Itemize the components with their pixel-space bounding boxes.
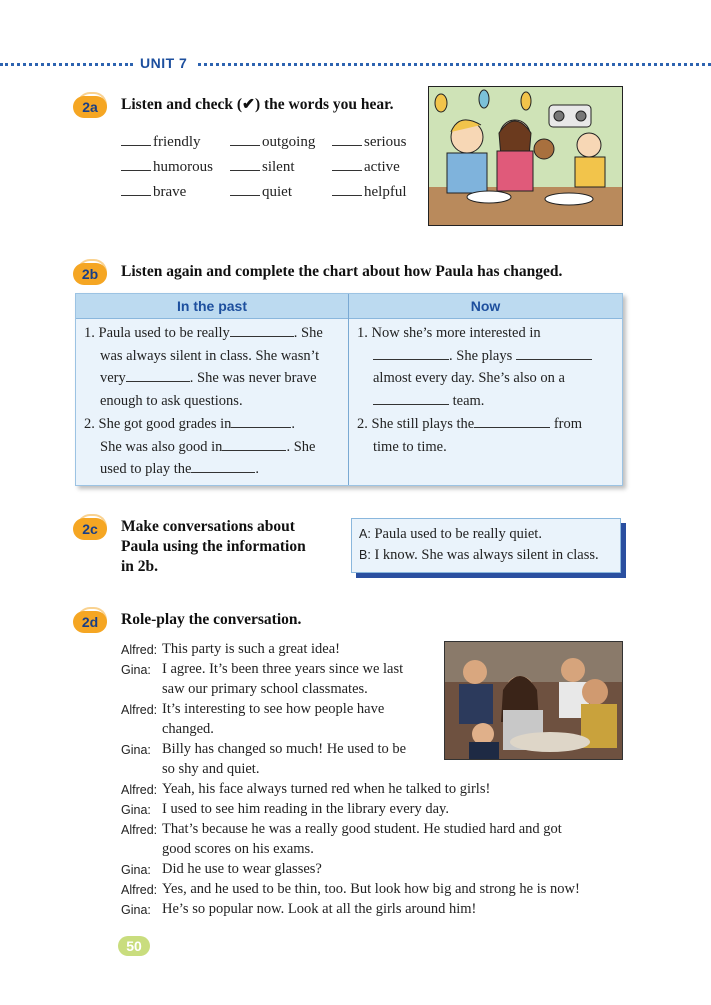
chart-text: She was also good in: [100, 438, 223, 455]
example-speaker-a: A:: [359, 527, 371, 541]
chart-line: [357, 367, 592, 390]
check-blank[interactable]: [121, 133, 151, 146]
word-label: silent: [262, 159, 295, 175]
word-option[interactable]: [230, 158, 295, 176]
word-label: humorous: [153, 159, 213, 175]
chart-text: very: [100, 370, 126, 387]
speaker-name: Alfred:: [121, 783, 158, 797]
header-dotted-rule-right: [198, 63, 711, 66]
chart-text: time to time.: [373, 438, 447, 455]
dialogue-line: saw our primary school classmates.: [162, 681, 368, 697]
word-label: active: [364, 159, 400, 175]
chart-line: [84, 367, 323, 390]
word-option[interactable]: [230, 133, 315, 151]
dialogue-line: Yes, and he used to be thin, too. But look how big and strong he is now!: [162, 881, 580, 897]
chart-line: [357, 436, 592, 459]
speaker-name: Gina:: [121, 663, 151, 677]
speaker-name: Gina:: [121, 903, 151, 917]
chart-cell-past: [84, 322, 323, 481]
page-number: 50: [118, 936, 150, 956]
speaker-name: Gina:: [121, 803, 151, 817]
badge-2a: 2a: [73, 96, 107, 118]
word-label: friendly: [153, 134, 201, 150]
check-blank[interactable]: [332, 133, 362, 146]
speaker-name: Gina:: [121, 863, 151, 877]
dialogue-line: This party is such a great idea!: [162, 641, 340, 657]
chart-text: 2. She still plays the: [357, 415, 475, 432]
word-option[interactable]: [332, 183, 407, 201]
party-photo: [444, 641, 623, 760]
badge-2d: 2d: [73, 611, 107, 633]
fill-in-blank[interactable]: [373, 391, 449, 405]
dialogue-line: good scores on his exams.: [162, 841, 314, 857]
chart-text: .: [255, 461, 260, 478]
word-label: serious: [364, 134, 407, 150]
party-illustration: [428, 86, 623, 226]
chart-text: 1. Now she’s more interested in: [357, 325, 541, 341]
instruction-2b: Listen again and complete the chart about how Paula has changed.: [121, 263, 563, 280]
word-option[interactable]: [121, 158, 213, 176]
chart-line: [357, 413, 592, 436]
chart-line: [84, 436, 323, 459]
chart-line: [357, 390, 592, 413]
fill-in-blank[interactable]: [191, 459, 255, 473]
word-label: outgoing: [262, 134, 316, 150]
speaker-name: Alfred:: [121, 883, 158, 897]
check-blank[interactable]: [230, 133, 260, 146]
dialogue-line: Yeah, his face always turned red when he talked to girls!: [162, 781, 491, 797]
instruction-2c-line-3: in 2b.: [121, 558, 159, 575]
chart-text: . She: [286, 438, 316, 455]
speaker-name: Alfred:: [121, 703, 158, 717]
dialogue-line: He’s so popular now. Look at all the girls around him!: [162, 901, 477, 917]
dialogue-line: I agree. It’s been three years since we last: [162, 661, 404, 677]
instruction-2c-line-2: Paula using the information: [121, 538, 306, 555]
chart-text: . She: [293, 325, 323, 341]
chart-line: [84, 413, 323, 436]
instruction-2d: Role-play the conversation.: [121, 611, 302, 628]
speaker-name: Alfred:: [121, 823, 158, 837]
chart-line: [357, 322, 592, 345]
chart-header-past: In the past: [76, 294, 348, 319]
chart-text: from: [550, 415, 583, 432]
dialogue-line: That’s because he was a really good student. He studied hard and got: [162, 821, 562, 837]
chart-line: [357, 345, 592, 368]
chart-text: team.: [449, 393, 485, 410]
example-speaker-b: B:: [359, 548, 371, 562]
word-option[interactable]: [230, 183, 292, 201]
check-blank[interactable]: [230, 158, 260, 171]
check-blank[interactable]: [332, 183, 362, 196]
speaker-name: Alfred:: [121, 643, 158, 657]
unit-label: UNIT 7: [140, 55, 188, 71]
dialogue-line: I used to see him reading in the library every day.: [162, 801, 449, 817]
fill-in-blank[interactable]: [373, 346, 449, 360]
paula-change-chart: [75, 293, 623, 486]
word-label: quiet: [262, 184, 292, 200]
chart-cell-now: [357, 322, 592, 458]
dialogue-line: Billy has changed so much! He used to be: [162, 741, 407, 757]
fill-in-blank[interactable]: [230, 323, 294, 337]
word-option[interactable]: [332, 158, 400, 176]
check-blank[interactable]: [121, 183, 151, 196]
example-conversation-box: [351, 518, 621, 573]
instruction-2c-line-1: Make conversations about: [121, 518, 295, 535]
check-blank[interactable]: [332, 158, 362, 171]
dialogue-line: so shy and quiet.: [162, 761, 260, 777]
word-label: helpful: [364, 184, 407, 200]
chart-text: was always silent in class. She wasn’t: [100, 347, 320, 364]
header-dotted-rule-left: [0, 63, 133, 66]
dialogue-line: Did he use to wear glasses?: [162, 861, 322, 877]
fill-in-blank[interactable]: [231, 414, 291, 428]
chart-line: [84, 458, 323, 481]
chart-text: almost every day. She’s also on a: [373, 370, 565, 387]
example-line-b: I know. She was always silent in class.: [374, 547, 599, 563]
dialogue-line: changed.: [162, 721, 214, 737]
fill-in-blank[interactable]: [126, 368, 190, 382]
chart-text: 1. Paula used to be really: [84, 325, 230, 341]
check-blank[interactable]: [230, 183, 260, 196]
chart-text: . She plays: [449, 347, 513, 364]
chart-text: .: [291, 415, 296, 432]
chart-text: . She was never brave: [189, 370, 317, 387]
instruction-2a: Listen and check (✔) the words you hear.: [121, 96, 394, 113]
fill-in-blank[interactable]: [222, 437, 286, 451]
chart-text: enough to ask questions.: [100, 393, 243, 410]
fill-in-blank[interactable]: [474, 414, 550, 428]
word-label: brave: [153, 184, 187, 200]
speaker-name: Gina:: [121, 743, 151, 757]
chart-header-now: Now: [349, 294, 622, 319]
chart-line: [84, 345, 323, 368]
example-line-a: Paula used to be really quiet.: [374, 526, 542, 542]
chart-line: [84, 390, 323, 413]
dialogue-line: It’s interesting to see how people have: [162, 701, 385, 717]
fill-in-blank[interactable]: [516, 346, 592, 360]
chart-text: used to play the: [100, 461, 192, 478]
word-option[interactable]: [332, 133, 407, 151]
chart-text: 2. She got good grades in: [84, 415, 232, 432]
badge-2b: 2b: [73, 263, 107, 285]
word-option[interactable]: [121, 133, 200, 151]
chart-line: [84, 322, 323, 345]
check-blank[interactable]: [121, 158, 151, 171]
badge-2c: 2c: [73, 518, 107, 540]
chart-divider: [348, 294, 349, 485]
word-option[interactable]: [121, 183, 186, 201]
